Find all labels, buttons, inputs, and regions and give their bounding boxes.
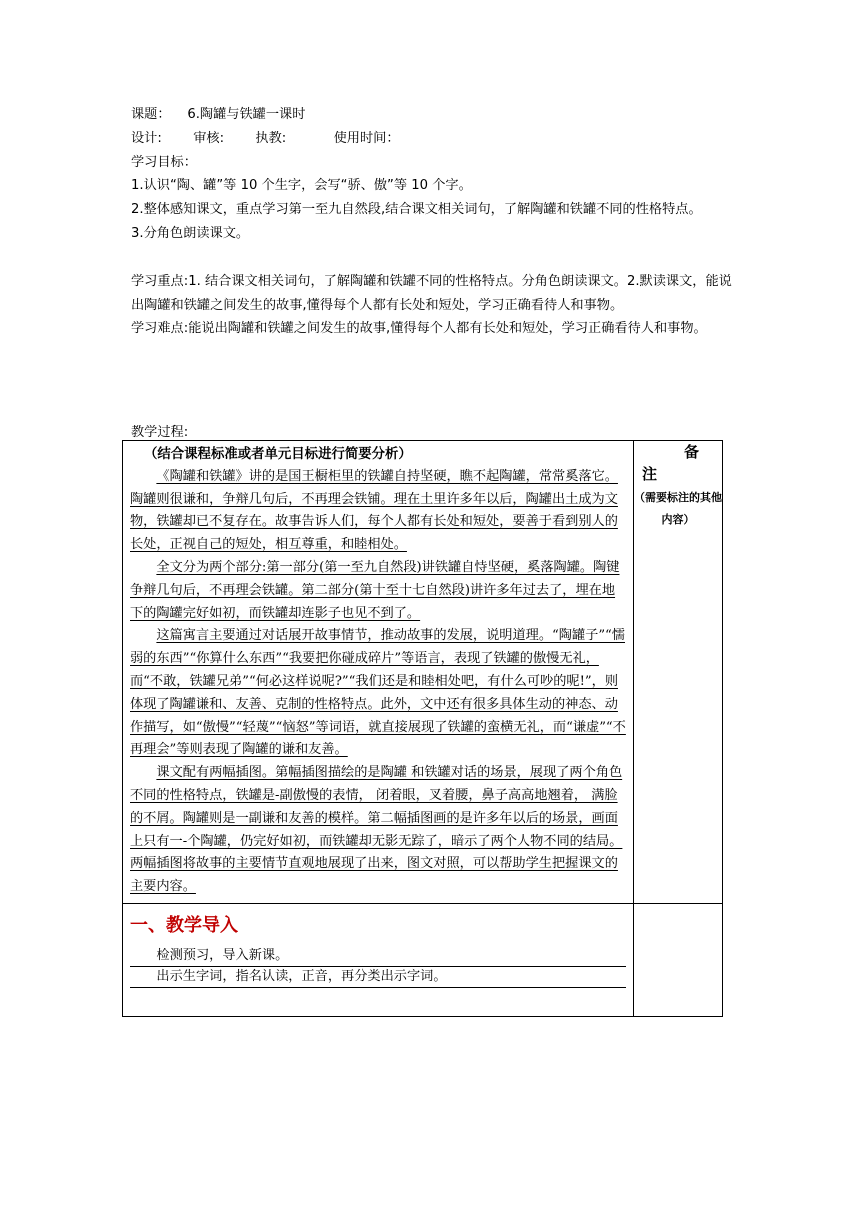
- teaching-table: [122, 440, 723, 1017]
- analysis-paragraph-3: 这篇寓言主要通过对话展开故事情节，推动故事的发展，说明道理。“陶罐子”“懦弱的东西”“你算什么东西”“我要把你碰成碎片”等语言，表现了铁罐的傲慢无礼，而“不敢，铁罐兄弟”“何必这样说呢?”“我们还是和睦相处吧，有什么可吵的呢!”，则体现了陶罐谦和、友善、克制的性格特点。此外，文中还有很多具体生动的神态、动作描写，如“傲慢”“轻蔑”“恼怒”等词语，就直接展现了铁罐的蛮横无礼，而“谦虚”“不再理会”等则表现了陶罐的谦和友善。: [130, 628, 626, 758]
- process-label: 教学过程:: [131, 425, 189, 440]
- notes-title-b: 注: [642, 465, 658, 483]
- intro-step-1: 检测预习，导入新课。: [130, 946, 626, 967]
- goal-1: 1.认识“陶、罐”等 10 个生字，会写“骄、傲”等 10 个字。: [131, 178, 472, 194]
- teacher-label: 执教:: [255, 130, 287, 146]
- topic-label: 课题：: [131, 107, 171, 122]
- analysis-paragraph-2: 全文分为两个部分:第一部分(第一至九自然段)讲铁罐自恃坚硬，奚落陶罐。陶键争辩几句后，不再理会铁罐。第二部分(第十至十七自然段)讲许多年过去了，埋在地下的陶罐完好如初，而铁罐却连影子也见不到了。: [130, 559, 620, 621]
- topic-line: [131, 103, 736, 127]
- notes-cell: [634, 441, 723, 904]
- lesson-header: [131, 103, 736, 341]
- design-line: [131, 127, 736, 151]
- goal-2: 2.整体感知课文，重点学习第一至九自然段,结合课文相关词句，了解陶罐和铁罐不同的性格特点。: [131, 202, 702, 218]
- analysis-heading: （结合课程标准或者单元目标进行简要分析）: [144, 446, 412, 462]
- time-label: 使用时间：: [333, 130, 400, 146]
- difficulties: 学习难点:能说出陶罐和铁罐之间发生的故事,懂得每个人都有长处和短处，学习正确看待人和事物。: [131, 321, 707, 337]
- analysis-paragraph-1: 《陶罐和铁罐》讲的是国王橱柜里的铁罐自持坚硬，瞧不起陶罐，常常奚落它。陶罐则很谦和，争辩几句后，不再理会铁铺。理在土里许多年以后，陶罐出土成为文物，铁罐却已不复存在。故事告诉人们，每个人都有长处和短处，要善于看到别人的长处，正视自己的短处，相互尊重，和睦相处。: [130, 468, 618, 553]
- key-points: 学习重点:1. 结合课文相关词句，了解陶罐和铁罐不同的性格特点。分角色朗读课文。2.默读课文，能说出陶罐和铁罐之间发生的故事,懂得每个人都有长处和短处，学习正确看待人和事物。: [131, 273, 732, 313]
- goals-title: 学习目标：: [131, 154, 197, 170]
- notes-subtitle: （需要标注的其他内容）: [634, 491, 722, 526]
- topic-text: 6.陶罐与铁罐一课时: [187, 107, 306, 122]
- analysis-cell: [123, 441, 634, 904]
- design-label: 设计:: [131, 130, 162, 146]
- goal-3: 3.分角色朗读课文。: [131, 225, 250, 241]
- review-label: 审核:: [193, 130, 225, 146]
- notes-title-a: 备: [684, 443, 700, 461]
- analysis-paragraph-4: 课文配有两幅插图。第幅插图描绘的是陶罐 和铁罐对话的场景，展现了两个角色不同的性格特点，铁罐是-副傲慢的表情， 闭着眼，叉着腰，鼻子高高地翘着， 满脸的不屑。陶罐则是一副谦和友善的模样。第二幅插图画的是许多年以后的场景，画面上只有一-个陶罐，仍完好如初，而铁罐却无影无踪了，暗示了两个人物不同的结局。两幅插图将故事的主要情节直观地展现了出来，图文对照，可以帮助学生把握课文的主要内容。: [130, 765, 623, 895]
- intro-cell: [123, 903, 634, 1016]
- intro-notes-cell: [634, 903, 723, 1016]
- section-title: 一、教学导入: [130, 914, 238, 936]
- intro-step-2: 出示生字词，指名认读，正音，再分类出示字词。: [130, 967, 626, 988]
